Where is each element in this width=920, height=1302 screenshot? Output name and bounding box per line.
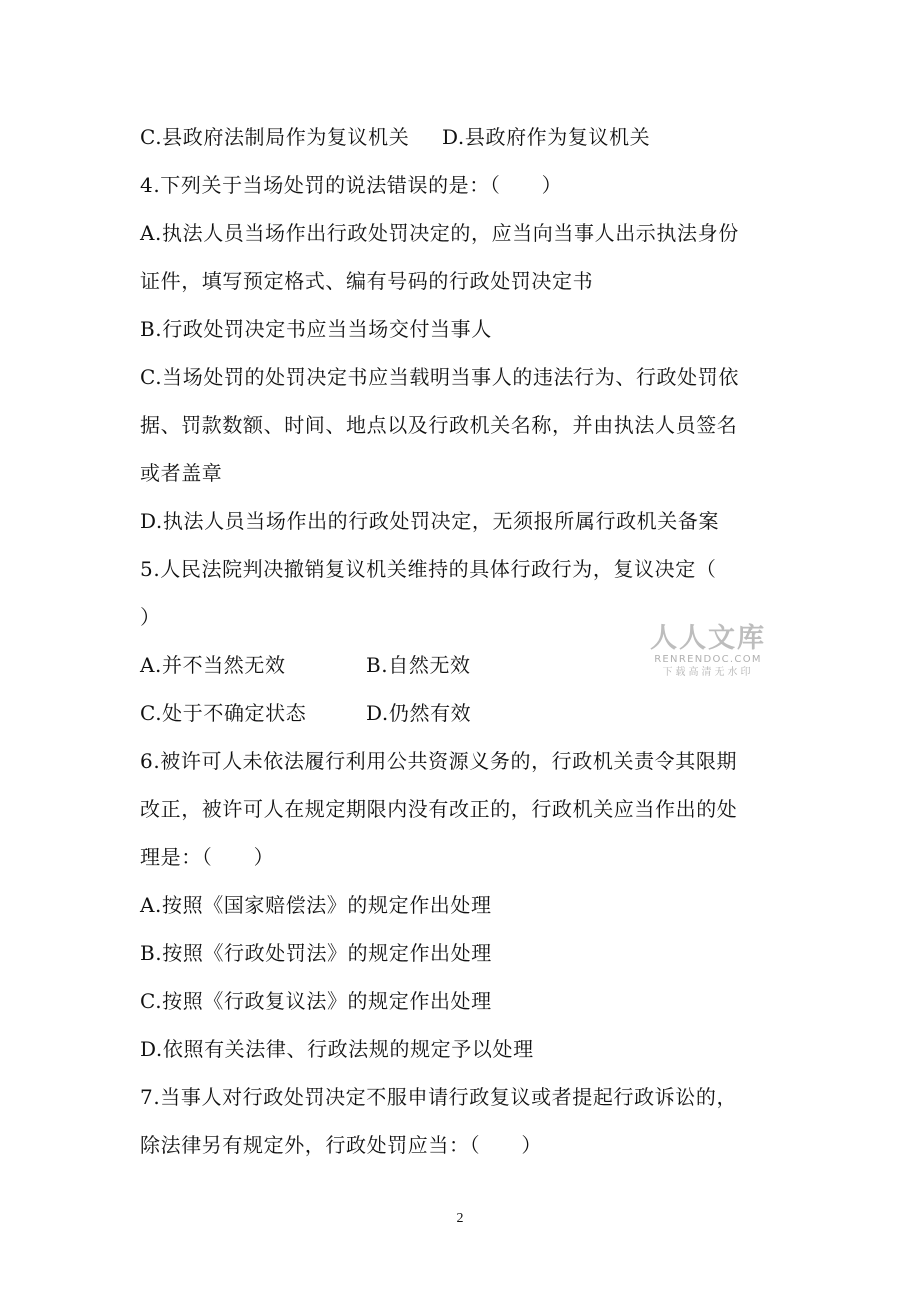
question-6-stem-line1: 6.被许可人未依法履行利用公共资源义务的，行政机关责令其限期 — [140, 749, 738, 773]
option-q5-d: D.仍然有效 — [366, 701, 472, 725]
page-number: 2 — [456, 1211, 464, 1226]
question-6-stem-line3: 理是：（ ） — [140, 845, 275, 869]
option-q6-b: B.按照《行政处罚法》的规定作出处理 — [140, 941, 492, 965]
option-q4-c-line2: 据、罚款数额、时间、地点以及行政机关名称，并由执法人员签名 — [140, 413, 738, 437]
question-5-stem-line1: 5.人民法院判决撤销复议机关维持的具体行政行为，复议决定（ — [140, 557, 717, 581]
option-q4-b: B.行政处罚决定书应当当场交付当事人 — [140, 317, 492, 341]
options-row-q3-cd — [140, 125, 409, 149]
option-q6-d: D.依照有关法律、行政法规的规定予以处理 — [140, 1037, 534, 1061]
option-q4-c-line3: 或者盖章 — [140, 461, 223, 485]
watermark — [646, 624, 770, 679]
watermark-subtitle: 下载高清无水印 — [662, 667, 754, 678]
question-5-stem-line2: ） — [140, 605, 161, 629]
option-q4-a-line1: A.执法人员当场作出行政处罚决定的，应当向当事人出示执法身份 — [140, 221, 739, 245]
watermark-title: 人人文库 — [650, 623, 766, 654]
option-q3-d: D.县政府作为复议机关 — [442, 125, 651, 149]
option-q4-d: D.执法人员当场作出的行政处罚决定，无须报所属行政机关备案 — [140, 509, 720, 533]
option-q4-c-line1: C.当场处罚的处罚决定书应当载明当事人的违法行为、行政处罚依 — [140, 365, 739, 389]
question-7-stem-line2: 除法律另有规定外，行政处罚应当：（ ） — [140, 1133, 542, 1157]
option-q5-a: A.并不当然无效 — [140, 653, 286, 677]
option-q5-b: B.自然无效 — [366, 653, 471, 677]
watermark-domain: RENRENDOC.COM — [654, 654, 762, 665]
option-q6-c: C.按照《行政复议法》的规定作出处理 — [140, 989, 492, 1013]
question-6-stem-line2: 改正，被许可人在规定期限内没有改正的，行政机关应当作出的处 — [140, 797, 738, 821]
option-q4-a-line2: 证件，填写预定格式、编有号码的行政处罚决定书 — [140, 269, 594, 293]
question-4-stem: 4.下列关于当场处罚的说法错误的是：（ ） — [140, 173, 563, 197]
question-7-stem-line1: 7.当事人对行政处罚决定不服申请行政复议或者提起行政诉讼的， — [140, 1085, 738, 1109]
option-q5-c: C.处于不确定状态 — [140, 701, 307, 725]
option-q6-a: A.按照《国家赔偿法》的规定作出处理 — [140, 893, 492, 917]
option-q3-c: C.县政府法制局作为复议机关 — [140, 125, 410, 149]
